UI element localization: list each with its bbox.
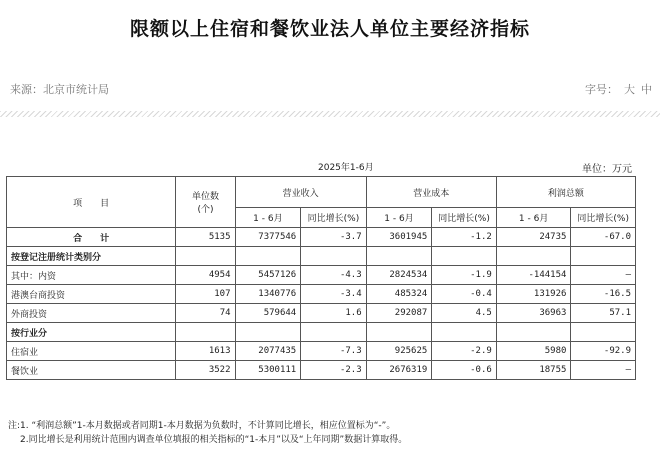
cell-revenue: 7377546 [235,228,301,247]
cell-revenue: 5300111 [235,361,301,380]
table-notes [8,419,407,447]
cell-profit: 5980 [496,342,571,361]
table-row-total [7,228,636,247]
header-unit-count [176,177,235,228]
cell-count: 3522 [176,361,235,380]
cell-cost-yoy [432,323,497,342]
row-label: 按行业分 [7,323,176,342]
cell-profit-yoy: — [571,361,636,380]
cell-profit: 131926 [496,285,571,304]
cell-cost: 485324 [366,285,432,304]
cell-cost: 292087 [366,304,432,323]
cell-cost: 925625 [366,342,432,361]
cell-profit [496,323,571,342]
cell-cost-yoy: -1.9 [432,266,497,285]
cell-cost: 2824534 [366,266,432,285]
cell-revenue: 2077435 [235,342,301,361]
table-period: 2025年1-6月 [318,163,374,173]
cell-revenue-yoy: -3.4 [301,285,366,304]
cell-profit-yoy: -16.5 [571,285,636,304]
table-row-accommodation [7,342,636,361]
header-cost: 营业成本 [366,177,496,208]
subheader-profit-period: 1 - 6月 [496,208,571,228]
cell-count: 4954 [176,266,235,285]
header-profit: 利润总额 [496,177,635,208]
font-size-switcher [579,81,652,97]
cell-count: 107 [176,285,235,304]
cell-profit-yoy [571,323,636,342]
cell-count: 74 [176,304,235,323]
cell-revenue-yoy: -7.3 [301,342,366,361]
cell-revenue [235,323,301,342]
cell-count: 1613 [176,342,235,361]
cell-profit-yoy: -67.0 [571,228,636,247]
font-size-label: 字号： [585,83,618,96]
subheader-cost-period: 1 - 6月 [366,208,432,228]
cell-cost [366,323,432,342]
cell-cost: 3601945 [366,228,432,247]
cell-revenue: 5457126 [235,266,301,285]
font-size-large-link[interactable]: 大 [624,83,635,96]
row-label: 住宿业 [7,342,176,361]
note-1: 注:1. “利润总额”1-本月数据或者同期1-本月数据为负数时，不计算同比增长，相应位置标为“-”。 [8,421,396,431]
row-label: 餐饮业 [7,361,176,380]
cell-cost-yoy: -0.4 [432,285,497,304]
cell-revenue: 1340776 [235,285,301,304]
cell-profit [496,247,571,266]
cell-cost [366,247,432,266]
source-label: 来源：北京市统计局 [10,83,109,96]
cell-profit: 18755 [496,361,571,380]
subheader-profit-yoy: 同比增长(%) [571,208,636,228]
cell-revenue-yoy: -2.3 [301,361,366,380]
cell-revenue-yoy: -4.3 [301,266,366,285]
cell-revenue-yoy: -3.7 [301,228,366,247]
cell-revenue [235,247,301,266]
table-row-catering [7,361,636,380]
header-unit-count-label: 单位数 [191,192,219,202]
subheader-revenue-period: 1 - 6月 [235,208,301,228]
subheader-revenue-yoy: 同比增长(%) [301,208,366,228]
cell-cost-yoy [432,247,497,266]
cell-cost-yoy: -1.2 [432,228,497,247]
header-unit-count-sub: (个) [197,205,214,215]
table-row-section-industry [7,323,636,342]
row-label: 按登记注册统计类别分 [7,247,176,266]
cell-cost-yoy: -2.9 [432,342,497,361]
row-label: 其中：内资 [7,266,176,285]
statistics-table [6,176,636,380]
cell-cost: 2676319 [366,361,432,380]
cell-profit: 36963 [496,304,571,323]
cell-profit: 24735 [496,228,571,247]
table-row-foreign-investment [7,304,636,323]
cell-revenue-yoy [301,323,366,342]
page-title: 限额以上住宿和餐饮业法人单位主要经济指标 [129,18,530,40]
cell-cost-yoy: 4.5 [432,304,497,323]
cell-profit-yoy: -92.9 [571,342,636,361]
cell-revenue-yoy [301,247,366,266]
cell-cost-yoy: -0.6 [432,361,497,380]
cell-profit-yoy: 57.1 [571,304,636,323]
cell-count [176,247,235,266]
header-revenue: 营业收入 [235,177,366,208]
table-row-section-registration [7,247,636,266]
cell-profit: -144154 [496,266,571,285]
table-row-hmt-investment [7,285,636,304]
subheader-cost-yoy: 同比增长(%) [432,208,497,228]
table-row-domestic [7,266,636,285]
row-label: 外商投资 [7,304,176,323]
table-unit: 单位：万元 [582,164,632,175]
row-label: 港澳台商投资 [7,285,176,304]
note-2: 2.同比增长是利用统计范围内调查单位填报的相关指标的“1-本月”以及“上年同期”数据计算取得。 [20,435,408,445]
cell-count [176,323,235,342]
header-divider [0,111,660,117]
cell-count: 5135 [176,228,235,247]
header-item: 项 目 [7,177,176,228]
cell-revenue-yoy: 1.6 [301,304,366,323]
row-label: 合 计 [7,228,176,247]
cell-revenue: 579644 [235,304,301,323]
cell-profit-yoy [571,247,636,266]
cell-profit-yoy: — [571,266,636,285]
font-size-medium-link[interactable]: 中 [641,83,652,96]
